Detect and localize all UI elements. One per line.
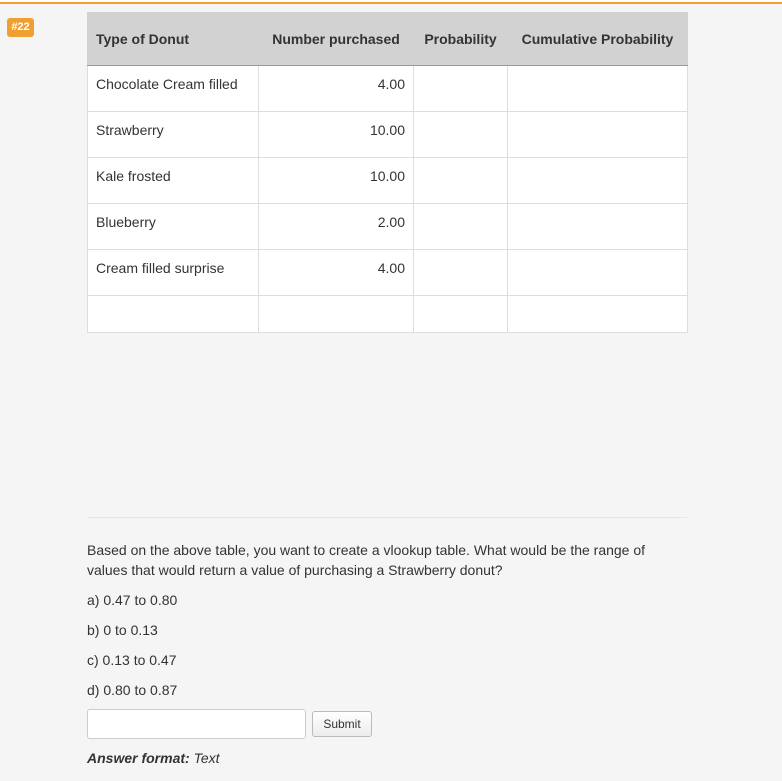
cell-cumulative-probability <box>508 66 688 112</box>
cell-cumulative-probability <box>508 112 688 158</box>
cell-probability <box>414 158 508 204</box>
cell-number-purchased: 4.00 <box>259 250 414 296</box>
cell-cumulative-probability <box>508 296 688 333</box>
table-header-row <box>88 13 688 66</box>
option-a: a) 0.47 to 0.80 <box>87 592 178 608</box>
question-number-badge: #22 <box>7 18 34 37</box>
section-divider <box>87 517 687 518</box>
cell-number-purchased: 2.00 <box>259 204 414 250</box>
cell-donut-type: Cream filled surprise <box>88 250 259 296</box>
table-row <box>88 158 688 204</box>
answer-input[interactable] <box>87 709 306 739</box>
table-row <box>88 112 688 158</box>
question-text: Based on the above table, you want to create a vlookup table. What would be the range of values that would return a value of purchasing a Strawberry donut? <box>87 542 646 578</box>
cell-cumulative-probability <box>508 158 688 204</box>
option-b: b) 0 to 0.13 <box>87 622 158 638</box>
table-row <box>88 204 688 250</box>
cell-number-purchased: 4.00 <box>259 66 414 112</box>
cell-donut-type: Blueberry <box>88 204 259 250</box>
answer-format <box>87 750 220 766</box>
cell-donut-type <box>88 296 259 333</box>
top-accent-rule <box>0 0 782 4</box>
table-row <box>88 296 688 333</box>
answer-format-value: Text <box>193 750 220 766</box>
header-number-purchased: Number purchased <box>259 13 414 66</box>
option-d: d) 0.80 to 0.87 <box>87 682 178 698</box>
submit-button[interactable]: Submit <box>312 711 372 737</box>
cell-probability <box>414 112 508 158</box>
answer-format-label: Answer format: <box>87 750 190 766</box>
donut-table <box>87 12 688 333</box>
cell-probability <box>414 296 508 333</box>
cell-cumulative-probability <box>508 250 688 296</box>
cell-donut-type: Kale frosted <box>88 158 259 204</box>
table-row <box>88 66 688 112</box>
answer-options <box>87 590 177 710</box>
cell-probability <box>414 250 508 296</box>
table-row <box>88 250 688 296</box>
cell-probability <box>414 66 508 112</box>
cell-donut-type: Chocolate Cream filled <box>88 66 259 112</box>
header-cumulative-probability: Cumulative Probability <box>508 13 688 66</box>
cell-cumulative-probability <box>508 204 688 250</box>
header-probability: Probability <box>414 13 508 66</box>
cell-number-purchased: 10.00 <box>259 112 414 158</box>
option-c: c) 0.13 to 0.47 <box>87 652 177 668</box>
cell-number-purchased: 10.00 <box>259 158 414 204</box>
cell-number-purchased <box>259 296 414 333</box>
header-type-of-donut: Type of Donut <box>88 13 259 66</box>
cell-probability <box>414 204 508 250</box>
cell-donut-type: Strawberry <box>88 112 259 158</box>
